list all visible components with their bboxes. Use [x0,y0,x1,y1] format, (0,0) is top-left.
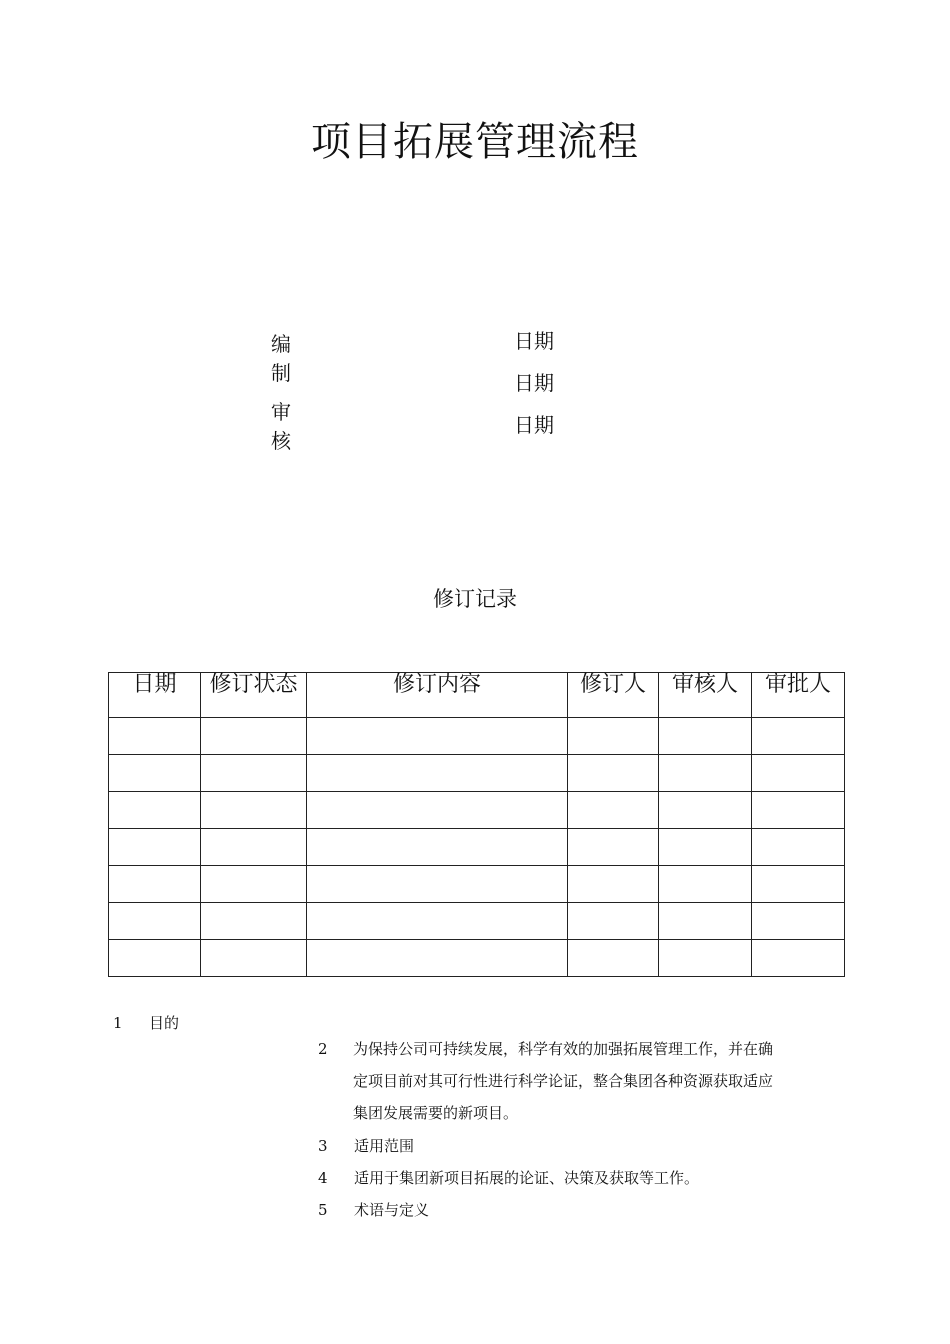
section-1 [113,1007,179,1039]
table-row [109,940,845,977]
signoff-label-char: 审 [271,400,291,424]
table-cell [752,829,845,866]
table-row [109,866,845,903]
section-number: 4 [318,1169,328,1187]
table-cell [307,718,568,755]
table-cell [752,718,845,755]
table-cell [752,755,845,792]
table-cell [659,755,752,792]
section-text: 适用于集团新项目拓展的论证、决策及获取等工作。 [354,1169,700,1187]
table-cell [752,866,845,903]
table-cell [307,755,568,792]
column-header-status: 修订状态 [201,673,307,718]
signoff-label-char: 制 [271,361,291,385]
signoff-date-label: 日期 [514,371,554,395]
table-cell [307,903,568,940]
table-cell [568,940,659,977]
column-header-date: 日期 [109,673,201,718]
table-cell [109,903,201,940]
table-cell [201,718,307,755]
table-cell [109,866,201,903]
section-2-number: 2 [318,1040,328,1058]
table-row [109,903,845,940]
table-cell [568,755,659,792]
table-cell [109,718,201,755]
signoff-dates [514,326,594,452]
table-cell [568,792,659,829]
table-cell [201,755,307,792]
table-row [109,718,845,755]
table-cell [659,903,752,940]
signoff-label-char: 编 [271,332,291,356]
paragraph-line: 定项目前对其可行性进行科学论证，整合集团各种资源获取适应 [353,1072,774,1090]
section-number: 5 [318,1201,328,1219]
table-cell [109,792,201,829]
table-cell [568,718,659,755]
table-cell [201,792,307,829]
table-cell [201,829,307,866]
table-cell [752,940,845,977]
table-cell [307,866,568,903]
section-number: 1 [113,1014,123,1032]
table-cell [201,903,307,940]
table-cell [109,829,201,866]
column-header-reviser: 修订人 [568,673,659,718]
paragraph-line: 为保持公司可持续发展，科学有效的加强拓展管理工作，并在确 [353,1040,774,1058]
section-3 [318,1130,414,1162]
table-cell [201,866,307,903]
section-5 [318,1194,429,1226]
table-row [109,792,845,829]
signoff-labels [271,330,311,453]
table-cell [109,940,201,977]
paragraph-line: 集团发展需要的新项目。 [353,1104,519,1122]
column-header-reviewer: 审核人 [659,673,752,718]
signoff-date-label: 日期 [514,329,554,353]
column-header-approver: 审批人 [752,673,845,718]
section-heading: 目的 [149,1014,180,1032]
column-header-content: 修订内容 [307,673,568,718]
signoff-date-label: 日期 [514,413,554,437]
table-cell [659,940,752,977]
revision-table [108,672,845,977]
table-cell [659,829,752,866]
revision-header-row [109,673,845,718]
section-2-text [353,1033,831,1129]
revision-record-title: 修订记录 [433,587,517,611]
section-heading: 适用范围 [354,1137,415,1155]
table-cell [752,792,845,829]
section-4 [318,1162,699,1194]
table-cell [568,903,659,940]
table-row [109,755,845,792]
table-cell [307,829,568,866]
table-cell [568,829,659,866]
table-cell [307,792,568,829]
document-title: 项目拓展管理流程 [311,119,639,165]
table-row [109,829,845,866]
table-cell [752,903,845,940]
section-number: 3 [318,1137,328,1155]
table-cell [659,718,752,755]
section-heading: 术语与定义 [354,1201,430,1219]
table-cell [109,755,201,792]
table-cell [568,866,659,903]
table-cell [307,940,568,977]
table-cell [201,940,307,977]
table-cell [659,866,752,903]
table-cell [659,792,752,829]
signoff-label-char: 核 [271,429,291,453]
